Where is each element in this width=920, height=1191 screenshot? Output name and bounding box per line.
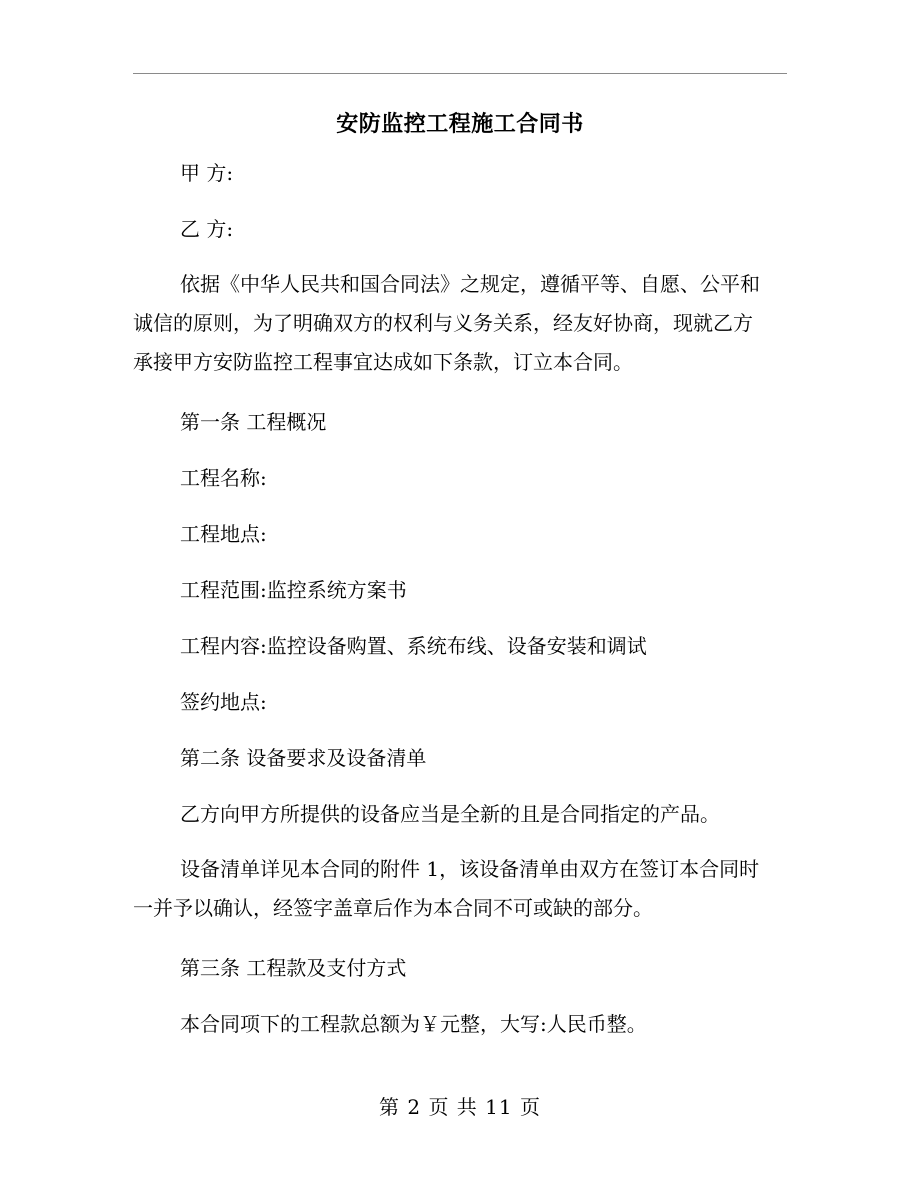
equipment-requirement-text: 乙方向甲方所提供的设备应当是全新的且是合同指定的产品。 [180,802,720,826]
article-2-heading: 第二条 设备要求及设备清单 [180,746,427,770]
equipment-list-paragraph [133,850,793,928]
payment-amount-text: 本合同项下的工程款总额为￥元整，大写:人民币整。 [180,1012,647,1036]
project-location-field: 工程地点: [180,522,267,546]
page-indicator: 第 2 页 共 11 页 [379,1095,541,1119]
party-b-label: 乙 方: [180,217,234,241]
document-title: 安防监控工程施工合同书 [336,111,584,137]
equipment-list-line: 设备清单详见本合同的附件 1，该设备清单由双方在签订本合同时 [180,857,760,881]
project-name-field: 工程名称: [180,466,267,490]
article-1-heading: 第一条 工程概况 [180,410,327,434]
intro-line: 诚信的原则，为了明确双方的权利与义务关系，经友好协商，现就乙方 [133,311,753,335]
project-scope-field: 工程范围:监控系统方案书 [180,578,407,602]
intro-line: 依据《中华人民共和国合同法》之规定，遵循平等、自愿、公平和 [180,272,760,296]
header-rule [133,73,787,74]
intro-line: 承接甲方安防监控工程事宜达成如下条款，订立本合同。 [133,350,633,374]
signing-place-field: 签约地点: [180,690,267,714]
intro-paragraph [133,265,793,382]
party-a-label: 甲 方: [180,161,234,185]
equipment-list-line: 一并予以确认，经签字盖章后作为本合同不可或缺的部分。 [133,896,653,920]
article-3-heading: 第三条 工程款及支付方式 [180,956,407,980]
project-content-field: 工程内容:监控设备购置、系统布线、设备安装和调试 [180,634,647,658]
